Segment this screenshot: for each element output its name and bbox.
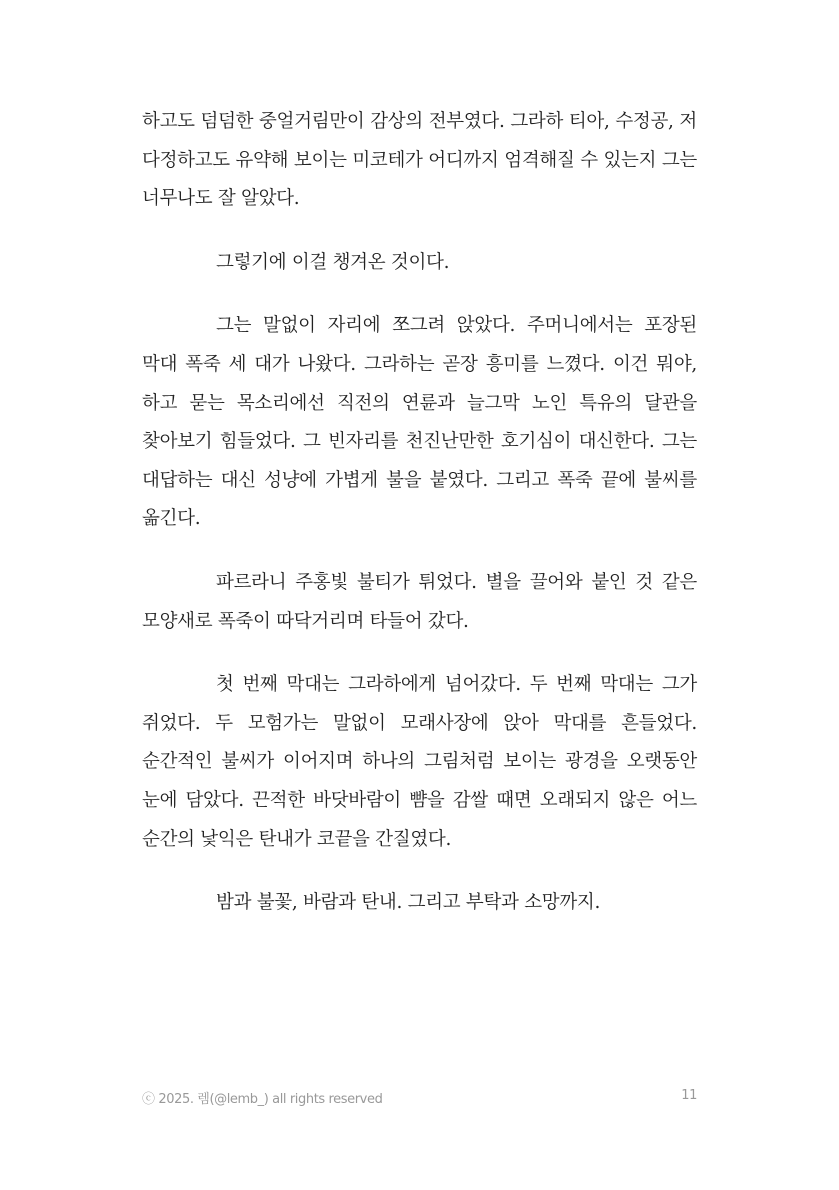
paragraph-4: 파르라니 주홍빛 불티가 튀었다. 별을 끌어와 붙인 것 같은 모양새로 폭죽이 따닥거리며 타들어 갔다. (142, 571, 697, 632)
copyright-notice: ⓒ 2025. 렘(@lemb_) all rights reserved (142, 1092, 383, 1107)
paragraph-3: 그는 말없이 자리에 쪼그려 앉았다. 주머니에서는 포장된 막대 폭죽 세 대가 나왔다. 그라하는 곧장 흥미를 느꼈다. 이건 뭐야, 하고 묻는 목소리에선 직전의 연륜과 늘그막 노인 특유의 달관을 찾아보기 힘들었다. 그 빈자리를 천진난만한 호기심이 대신한다. 그는 대답하는 대신 성냥에 가볍게 불을 붙였다. 그리고 폭죽 끝에 불씨를 옮긴다. (142, 315, 697, 530)
paragraph-5: 첫 번째 막대는 그라하에게 넘어갔다. 두 번째 막대는 그가 쥐었다. 두 모험가는 말없이 모래사장에 앉아 막대를 흔들었다. 순간적인 불씨가 이어지며 하나의 그림처럼 보이는 광경을 오랫동안 눈에 담았다. 끈적한 바닷바람이 뺨을 감쌀 때면 오래되지 않은 어느 순간의 낯익은 탄내가 코끝을 간질였다. (142, 674, 697, 850)
page-footer (142, 1088, 697, 1108)
paragraph-1: 하고도 덤덤한 중얼거림만이 감상의 전부였다. 그라하 티아, 수정공, 저 다정하고도 유약해 보이는 미코테가 어디까지 엄격해질 수 있는지 그는 너무나도 잘 알았다. (142, 111, 697, 210)
paragraph-2: 그렇기에 이걸 챙겨온 것이다. (216, 251, 450, 273)
document-body (142, 103, 697, 948)
paragraph-6: 밤과 불꽃, 바람과 탄내. 그리고 부탁과 소망까지. (216, 892, 601, 914)
page-number: 11 (681, 1088, 697, 1103)
